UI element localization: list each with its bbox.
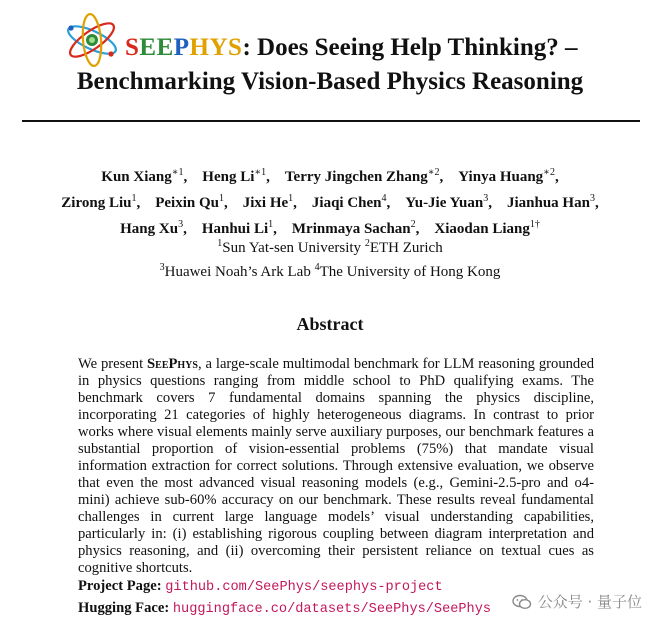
author-name: Yu-Jie Yuan [405, 195, 484, 211]
project-page-line [78, 578, 443, 595]
author-mark: 4 [381, 193, 387, 204]
author-name: Jixi He [242, 195, 289, 211]
author-name: Zirong Liu [61, 195, 132, 211]
author-mark: 1 [268, 219, 274, 230]
project-page-label: Project Page: [78, 578, 162, 594]
author-mark: ∗1 [171, 167, 184, 178]
author-mark: 3 [483, 193, 489, 204]
author-mark: 3 [589, 193, 595, 204]
watermark [508, 589, 646, 614]
affiliation-mark: 3 [159, 262, 165, 273]
abstract-text [78, 356, 594, 577]
author-mark: 3 [178, 219, 184, 230]
affiliation-name: The University of Hong Kong [319, 264, 501, 280]
affiliation-name: Huawei Noah’s Ark Lab [164, 264, 311, 280]
hugging-face-line [78, 600, 491, 617]
author-name: Yinya Huang [458, 169, 544, 185]
author-mark: 2 [410, 219, 416, 230]
affiliation-name: ETH Zurich [369, 240, 443, 256]
affiliation-name: Sun Yat-sen University [222, 240, 362, 256]
paper-title-line2: Benchmarking Vision-Based Physics Reasoning [76, 68, 584, 95]
brand-letter: P [173, 34, 190, 61]
brand-letter: S [125, 34, 140, 61]
watermark-text: 公众号 · 量子位 [537, 593, 642, 611]
author-name: Mrinmaya Sachan [291, 221, 411, 237]
author-list: Kun Xiang$^{∗1}$, Heng $Li^{∗1}$, Terry Jingchen Zhang$^{∗2}$, Yinya Huang$^{∗2}$, Zirong Liu$^1$, Peixin Qu$^1$, Jixi He$^1$, Jiaqi Chen$^4$, Yu-Jie Yuan$^3$, Jianhua Han$^3$, Hang Xu$^3$, Hanhui Li$^1$, Mrinmaya Sachan$^2$, Xiaodan Liang$^{1\dagger}$ [61, 167, 599, 237]
atom-logo-icon [62, 10, 122, 70]
affiliation-mark: 4 [314, 262, 320, 273]
author-name: Kun Xiang [101, 169, 172, 185]
project-page-link[interactable]: github.com/SeePhys/seephys-project [165, 580, 443, 595]
paper-title-line1 [125, 34, 577, 62]
author-name: Peixin Qu [155, 195, 219, 211]
abstract-body: , a large-scale multimodal benchmark for LLM reasoning grounded in physics questions ranging from middle school to PhD qualifying exams. The benchmark covers 7 fundamental domains spanning the physics discipline, incorporating 21 categories of highly heterogeneous diagrams. In contrast to prior works where visual elements mainly serve auxiliary purposes, our benchmark features a substantial proportion of vision-essential problems (75%) that mandate visual information extraction for correct solutions. Through extensive evaluation, we observe that even the most advanced visual reasoning models (e.g., Gemini-2.5-pro and o4-mini) achieve sub-60% accuracy on our benchmark. These results reveal fundamental challenges in current large language models’ visual understanding capabilities, particularly in: (i) establishing rigorous coupling between diagram interpretation and physics reasoning, and (ii) overcoming their persistent reliance on textual cues as cognitive shortcuts. [78, 356, 594, 576]
abstract-brand: SeePhys [147, 356, 198, 372]
author-mark: 1† [529, 219, 540, 230]
author-mark: 1 [218, 193, 224, 204]
author-name: Terry Jingchen Zhang [284, 169, 428, 185]
affiliation-list [0, 234, 660, 282]
affiliation-mark: 1 [217, 238, 223, 249]
hugging-face-link[interactable]: huggingface.co/datasets/SeePhys/SeePhys [172, 602, 492, 617]
author-name: Xiaodan Liang [434, 221, 530, 237]
brand-letter: HYS [189, 34, 243, 61]
author-mark: ∗2 [543, 167, 555, 178]
title-rest: : Does Seeing Help Thinking? – [242, 34, 578, 61]
hugging-face-label: Hugging Face: [78, 600, 170, 616]
author-name: Hanhui Li [201, 221, 269, 237]
abstract-intro: We present [78, 356, 148, 372]
brand-name [125, 34, 242, 61]
affiliation-mark: 2 [364, 238, 370, 249]
wechat-icon [512, 594, 532, 610]
author-name: Hang Xu [120, 221, 179, 237]
author-mark: 1 [131, 193, 137, 204]
author-name: Jiaqi Chen [311, 195, 382, 211]
author-mark: ∗2 [427, 167, 440, 178]
author-name: Jianhua Han [506, 195, 590, 211]
abstract-heading: Abstract [296, 314, 364, 334]
author-name: Heng Li [202, 169, 255, 185]
brand-letter: EE [139, 34, 174, 61]
author-mark: 1 [288, 193, 294, 204]
author-mark: ∗1 [254, 167, 267, 178]
title-divider [22, 120, 640, 122]
